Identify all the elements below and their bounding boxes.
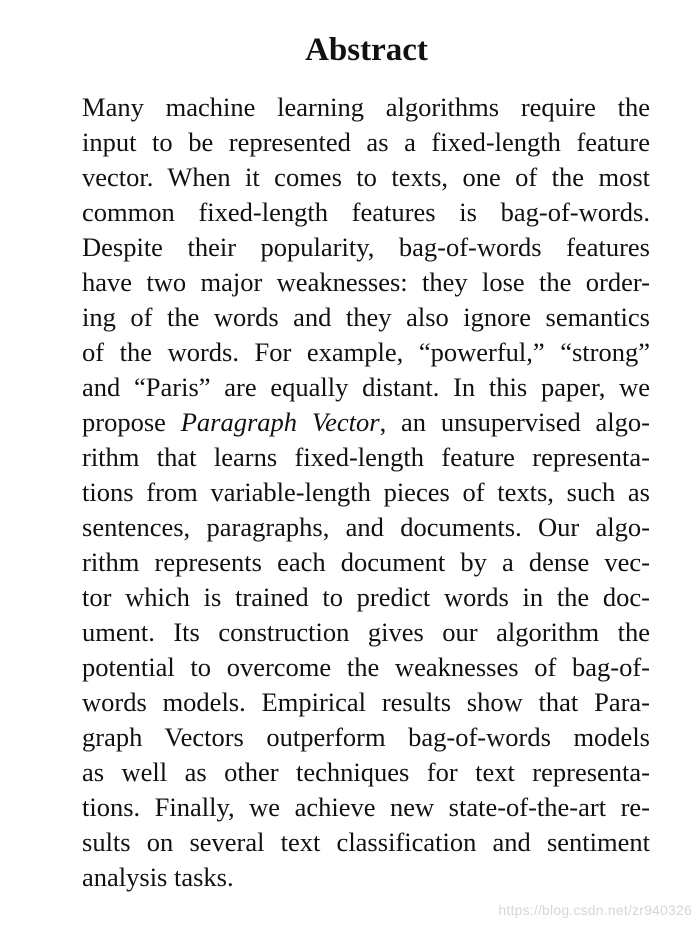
abstract-line: as well as other techniques for text representa- <box>82 757 650 787</box>
abstract-line: vector. When it comes to texts, one of the most <box>82 162 650 192</box>
abstract-line <box>82 405 650 440</box>
abstract-body <box>82 90 650 895</box>
abstract-line: graph Vectors outperform bag-of-words models <box>82 722 650 752</box>
abstract-line: words models. Empirical results show that Para- <box>82 687 650 717</box>
abstract-line: Despite their popularity, bag-of-words features <box>82 232 650 262</box>
abstract-line: input to be represented as a fixed-length feature <box>82 127 650 157</box>
abstract-line: and “Paris” are equally distant. In this paper, we <box>82 372 650 402</box>
abstract-line: tions from variable-length pieces of texts, such as <box>82 477 650 507</box>
line-text: propose <box>82 407 181 437</box>
abstract-line: rithm represents each document by a dense vec- <box>82 547 650 577</box>
abstract-line: rithm that learns fixed-length feature representa- <box>82 442 650 472</box>
abstract-line: sentences, paragraphs, and documents. Our algo- <box>82 512 650 542</box>
abstract-line: analysis tasks. <box>82 862 234 892</box>
line-text: , an unsupervised algo- <box>379 407 650 437</box>
abstract-line: common fixed-length features is bag-of-words. <box>82 197 650 227</box>
abstract-line: ument. Its construction gives our algorithm the <box>82 617 650 647</box>
abstract-line: tions. Finally, we achieve new state-of-the-art re- <box>82 792 650 822</box>
abstract-line: ing of the words and they also ignore semantics <box>82 302 650 332</box>
abstract-line: have two major weaknesses: they lose the order- <box>82 267 650 297</box>
abstract-line: Many machine learning algorithms require the <box>82 92 650 122</box>
abstract-line: of the words. For example, “powerful,” “strong” <box>82 337 650 367</box>
abstract-line: tor which is trained to predict words in the doc- <box>82 582 650 612</box>
watermark: https://blog.csdn.net/zr940326 <box>498 902 692 918</box>
method-name: Paragraph Vector <box>180 407 380 437</box>
abstract-title: Abstract <box>305 32 428 68</box>
abstract-line: sults on several text classification and sentiment <box>82 827 650 857</box>
abstract-line: potential to overcome the weaknesses of bag-of- <box>82 652 650 682</box>
